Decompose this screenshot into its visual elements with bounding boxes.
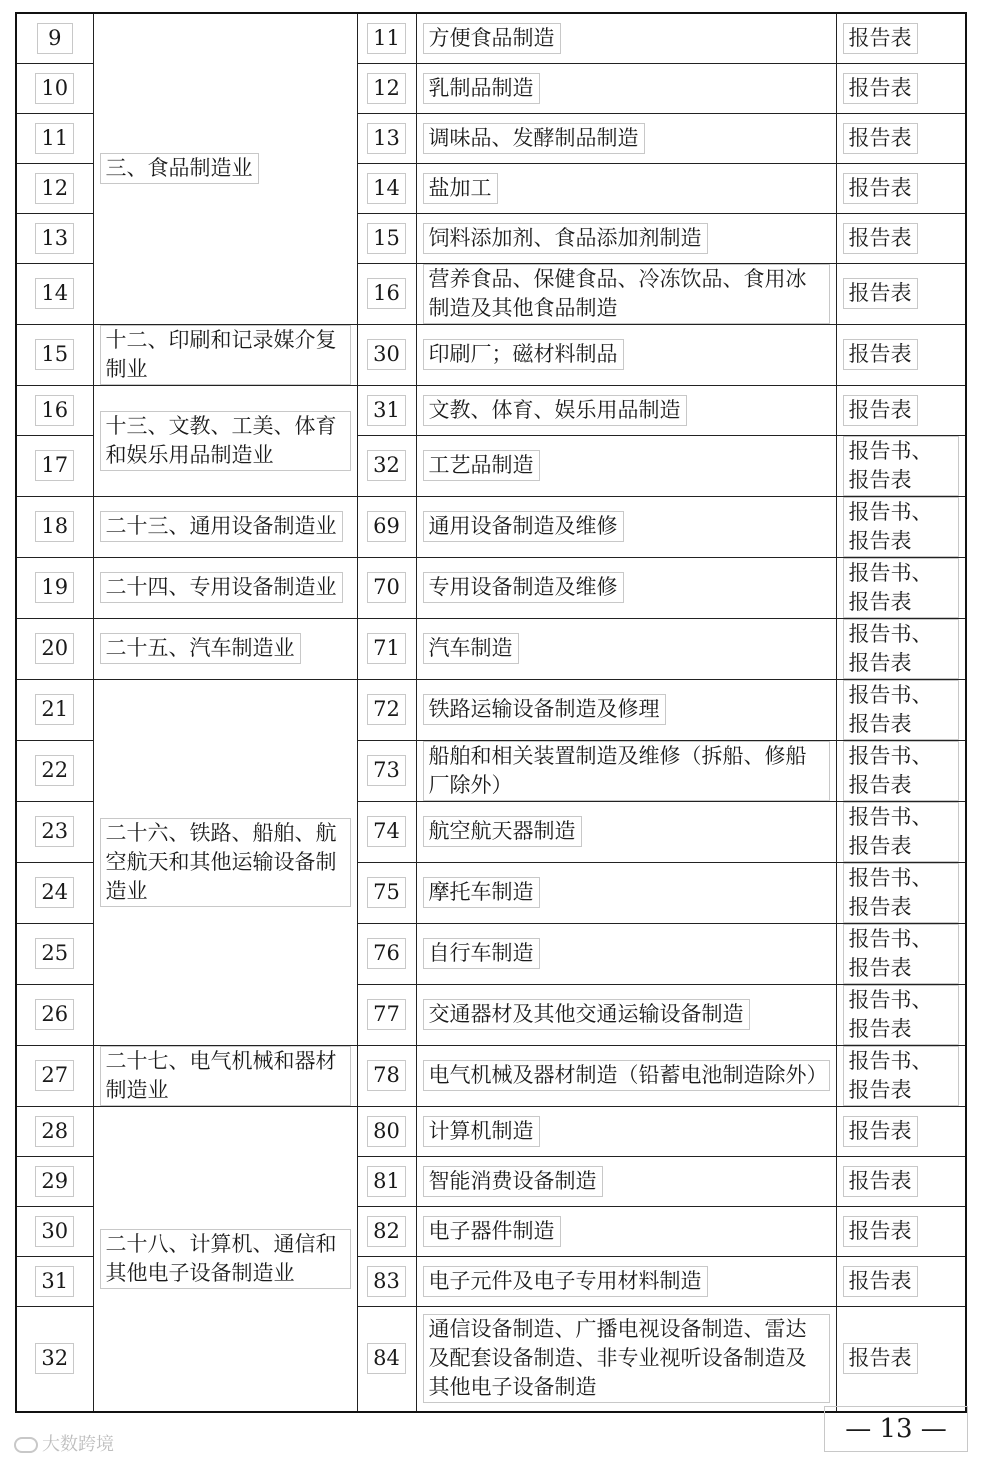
- project-category-cell: [416, 263, 836, 324]
- report-type-cell: [836, 984, 966, 1045]
- row-number: 29: [35, 1166, 74, 1197]
- project-category: 调味品、发酵制品制造: [423, 123, 645, 154]
- row-number: 13: [35, 223, 74, 254]
- category-code: 31: [367, 395, 406, 426]
- report-type-cell: [836, 923, 966, 984]
- category-code-cell: [357, 324, 416, 385]
- project-category-cell: [416, 740, 836, 801]
- project-category: 计算机制造: [423, 1116, 540, 1147]
- project-category-cell: [416, 163, 836, 213]
- category-code-cell: [357, 1256, 416, 1306]
- table-row: [16, 13, 966, 63]
- report-type: 报告表: [843, 223, 918, 254]
- row-number-cell: [16, 1306, 93, 1412]
- row-number: 9: [37, 23, 73, 54]
- table-row: [16, 324, 966, 385]
- report-type: 报告书、报告表: [843, 680, 960, 740]
- project-category: 电子器件制造: [423, 1216, 561, 1247]
- row-number: 27: [35, 1060, 74, 1091]
- project-category-cell: [416, 385, 836, 435]
- industry-name: 二十八、计算机、通信和其他电子设备制造业: [100, 1229, 351, 1289]
- category-code-cell: [357, 557, 416, 618]
- report-type-cell: [836, 13, 966, 63]
- report-type: 报告书、报告表: [843, 1046, 960, 1106]
- report-type-cell: [836, 496, 966, 557]
- category-code: 80: [367, 1116, 406, 1147]
- project-category-cell: [416, 984, 836, 1045]
- report-type: 报告书、报告表: [843, 436, 960, 496]
- project-category-cell: [416, 13, 836, 63]
- row-number: 11: [35, 123, 74, 154]
- industry-name-cell: [93, 1045, 357, 1106]
- table-row: [16, 557, 966, 618]
- row-number-cell: [16, 862, 93, 923]
- table-body: [16, 13, 966, 1412]
- category-code-cell: [357, 862, 416, 923]
- category-code: 14: [367, 173, 406, 204]
- category-code-cell: [357, 163, 416, 213]
- row-number: 30: [35, 1216, 74, 1247]
- industry-name-cell: [93, 1106, 357, 1412]
- category-code-cell: [357, 923, 416, 984]
- industry-name: 二十七、电气机械和器材制造业: [100, 1046, 351, 1106]
- category-code-cell: [357, 1306, 416, 1412]
- project-category: 专用设备制造及维修: [423, 572, 624, 603]
- project-category: 汽车制造: [423, 633, 519, 664]
- project-category-cell: [416, 324, 836, 385]
- report-type-cell: [836, 1106, 966, 1156]
- row-number-cell: [16, 324, 93, 385]
- project-category: 摩托车制造: [423, 877, 540, 908]
- industry-name-cell: [93, 324, 357, 385]
- project-category: 印刷厂；磁材料制品: [423, 339, 624, 370]
- report-type-cell: [836, 862, 966, 923]
- row-number: 22: [35, 755, 74, 786]
- project-category: 电子元件及电子专用材料制造: [423, 1266, 708, 1297]
- category-code-cell: [357, 63, 416, 113]
- row-number: 17: [35, 450, 74, 481]
- row-number: 21: [35, 694, 74, 725]
- row-number: 14: [35, 278, 74, 309]
- row-number-cell: [16, 163, 93, 213]
- row-number: 25: [35, 938, 74, 969]
- row-number: 15: [35, 339, 74, 370]
- report-type: 报告书、报告表: [843, 741, 960, 801]
- watermark-logo-icon: [14, 1437, 38, 1453]
- category-code-cell: [357, 496, 416, 557]
- report-type: 报告书、报告表: [843, 558, 960, 618]
- project-category-cell: [416, 1156, 836, 1206]
- report-type-cell: [836, 1156, 966, 1206]
- row-number-cell: [16, 213, 93, 263]
- category-code: 69: [367, 511, 406, 542]
- report-type-cell: [836, 1306, 966, 1412]
- report-type-cell: [836, 1045, 966, 1106]
- industry-name-cell: [93, 385, 357, 496]
- category-code: 13: [367, 123, 406, 154]
- project-category-cell: [416, 679, 836, 740]
- category-code-cell: [357, 740, 416, 801]
- table-row: [16, 385, 966, 435]
- project-category: 铁路运输设备制造及修理: [423, 694, 666, 725]
- table-row: [16, 496, 966, 557]
- category-code: 70: [367, 572, 406, 603]
- row-number-cell: [16, 801, 93, 862]
- report-type-cell: [836, 435, 966, 496]
- category-code: 30: [367, 339, 406, 370]
- project-category-cell: [416, 435, 836, 496]
- project-category-cell: [416, 1306, 836, 1412]
- category-code: 16: [367, 278, 406, 309]
- category-code-cell: [357, 618, 416, 679]
- industry-name: 二十五、汽车制造业: [100, 633, 301, 664]
- industry-name: 十二、印刷和记录媒介复制业: [100, 325, 351, 385]
- project-category: 营养食品、保健食品、冷冻饮品、食用冰制造及其他食品制造: [423, 264, 830, 324]
- report-type-cell: [836, 740, 966, 801]
- report-type: 报告表: [843, 1266, 918, 1297]
- report-type: 报告表: [843, 1343, 918, 1374]
- project-category-cell: [416, 113, 836, 163]
- category-code-cell: [357, 1106, 416, 1156]
- report-type-cell: [836, 801, 966, 862]
- category-code: 11: [367, 23, 406, 54]
- report-type-cell: [836, 213, 966, 263]
- category-code-cell: [357, 1045, 416, 1106]
- report-type: 报告书、报告表: [843, 619, 960, 679]
- category-code-cell: [357, 435, 416, 496]
- row-number-cell: [16, 1045, 93, 1106]
- row-number-cell: [16, 496, 93, 557]
- project-category: 饲料添加剂、食品添加剂制造: [423, 223, 708, 254]
- project-category-cell: [416, 63, 836, 113]
- industry-name-cell: [93, 679, 357, 1045]
- report-type: 报告表: [843, 73, 918, 104]
- row-number-cell: [16, 1206, 93, 1256]
- category-code-cell: [357, 801, 416, 862]
- category-code: 77: [367, 999, 406, 1030]
- project-category-cell: [416, 213, 836, 263]
- project-category: 通用设备制造及维修: [423, 511, 624, 542]
- row-number: 18: [35, 511, 74, 542]
- row-number: 26: [35, 999, 74, 1030]
- row-number-cell: [16, 1106, 93, 1156]
- report-type: 报告书、报告表: [843, 863, 960, 923]
- report-type: 报告表: [843, 278, 918, 309]
- row-number: 31: [35, 1266, 74, 1297]
- industry-name: 十三、文教、工美、体育和娱乐用品制造业: [100, 411, 351, 471]
- project-category: 交通器材及其他交通运输设备制造: [423, 999, 750, 1030]
- project-category-cell: [416, 1106, 836, 1156]
- project-category: 智能消费设备制造: [423, 1166, 603, 1197]
- table-row: [16, 1045, 966, 1106]
- category-code: 84: [367, 1343, 406, 1374]
- row-number-cell: [16, 13, 93, 63]
- category-code-cell: [357, 1156, 416, 1206]
- row-number: 10: [35, 73, 74, 104]
- project-category: 自行车制造: [423, 938, 540, 969]
- project-category: 方便食品制造: [423, 23, 561, 54]
- report-type: 报告表: [843, 23, 918, 54]
- report-type: 报告表: [843, 1166, 918, 1197]
- project-category-cell: [416, 862, 836, 923]
- row-number: 32: [35, 1343, 74, 1374]
- project-category-cell: [416, 801, 836, 862]
- row-number: 24: [35, 877, 74, 908]
- industry-table: [15, 12, 967, 1413]
- report-type-cell: [836, 1256, 966, 1306]
- report-type: 报告表: [843, 173, 918, 204]
- category-code: 15: [367, 223, 406, 254]
- row-number-cell: [16, 113, 93, 163]
- category-code-cell: [357, 13, 416, 63]
- category-code-cell: [357, 213, 416, 263]
- project-category: 工艺品制造: [423, 450, 540, 481]
- project-category: 航空航天器制造: [423, 816, 582, 847]
- report-type: 报告书、报告表: [843, 985, 960, 1045]
- category-code: 71: [367, 633, 406, 664]
- project-category-cell: [416, 496, 836, 557]
- report-type-cell: [836, 113, 966, 163]
- report-type-cell: [836, 1206, 966, 1256]
- project-category-cell: [416, 1206, 836, 1256]
- category-code-cell: [357, 679, 416, 740]
- row-number-cell: [16, 63, 93, 113]
- project-category: 通信设备制造、广播电视设备制造、雷达及配套设备制造、非专业视听设备制造及其他电子设备制造: [423, 1314, 830, 1403]
- row-number: 16: [35, 395, 74, 426]
- row-number-cell: [16, 679, 93, 740]
- industry-name: 二十六、铁路、船舶、航空航天和其他运输设备制造业: [100, 818, 351, 907]
- row-number-cell: [16, 1256, 93, 1306]
- row-number-cell: [16, 435, 93, 496]
- report-type: 报告书、报告表: [843, 497, 960, 557]
- report-type: 报告表: [843, 339, 918, 370]
- category-code: 76: [367, 938, 406, 969]
- report-type-cell: [836, 263, 966, 324]
- industry-name: 二十四、专用设备制造业: [100, 572, 343, 603]
- project-category-cell: [416, 557, 836, 618]
- project-category: 盐加工: [423, 173, 498, 204]
- report-type: 报告表: [843, 395, 918, 426]
- table-row: [16, 618, 966, 679]
- table-row: [16, 1106, 966, 1156]
- row-number: 12: [35, 173, 74, 204]
- report-type: 报告书、报告表: [843, 802, 960, 862]
- row-number-cell: [16, 263, 93, 324]
- row-number-cell: [16, 1156, 93, 1206]
- row-number-cell: [16, 740, 93, 801]
- category-code-cell: [357, 385, 416, 435]
- category-code-cell: [357, 263, 416, 324]
- watermark: [14, 1430, 114, 1456]
- category-code: 81: [367, 1166, 406, 1197]
- report-type-cell: [836, 557, 966, 618]
- report-type-cell: [836, 163, 966, 213]
- row-number: 28: [35, 1116, 74, 1147]
- report-type: 报告表: [843, 123, 918, 154]
- industry-name-cell: [93, 496, 357, 557]
- report-type-cell: [836, 618, 966, 679]
- industry-name-cell: [93, 618, 357, 679]
- project-category-cell: [416, 618, 836, 679]
- report-type-cell: [836, 679, 966, 740]
- row-number: 20: [35, 633, 74, 664]
- industry-name: 二十三、通用设备制造业: [100, 511, 343, 542]
- watermark-text: 大数跨境: [42, 1434, 114, 1455]
- category-code: 78: [367, 1060, 406, 1091]
- industry-name-cell: [93, 13, 357, 324]
- project-category: 乳制品制造: [423, 73, 540, 104]
- row-number-cell: [16, 984, 93, 1045]
- project-category-cell: [416, 1256, 836, 1306]
- project-category: 电气机械及器材制造（铅蓄电池制造除外）: [423, 1060, 830, 1091]
- report-type: 报告表: [843, 1216, 918, 1247]
- category-code: 72: [367, 694, 406, 725]
- project-category: 船舶和相关装置制造及维修（拆船、修船厂除外）: [423, 741, 830, 801]
- industry-name: 三、食品制造业: [100, 153, 259, 184]
- row-number-cell: [16, 923, 93, 984]
- row-number-cell: [16, 385, 93, 435]
- category-code: 32: [367, 450, 406, 481]
- page-number: — 13 —: [824, 1406, 968, 1452]
- category-code: 82: [367, 1216, 406, 1247]
- row-number: 19: [35, 572, 74, 603]
- category-code: 74: [367, 816, 406, 847]
- project-category: 文教、体育、娱乐用品制造: [423, 395, 687, 426]
- category-code: 83: [367, 1266, 406, 1297]
- row-number-cell: [16, 618, 93, 679]
- report-type-cell: [836, 324, 966, 385]
- table-row: [16, 679, 966, 740]
- category-code-cell: [357, 984, 416, 1045]
- category-code: 73: [367, 755, 406, 786]
- industry-name-cell: [93, 557, 357, 618]
- project-category-cell: [416, 1045, 836, 1106]
- report-type: 报告书、报告表: [843, 924, 960, 984]
- report-type-cell: [836, 63, 966, 113]
- category-code-cell: [357, 1206, 416, 1256]
- report-type-cell: [836, 385, 966, 435]
- category-code-cell: [357, 113, 416, 163]
- category-code: 75: [367, 877, 406, 908]
- row-number: 23: [35, 816, 74, 847]
- project-category-cell: [416, 923, 836, 984]
- report-type: 报告表: [843, 1116, 918, 1147]
- row-number-cell: [16, 557, 93, 618]
- category-code: 12: [367, 73, 406, 104]
